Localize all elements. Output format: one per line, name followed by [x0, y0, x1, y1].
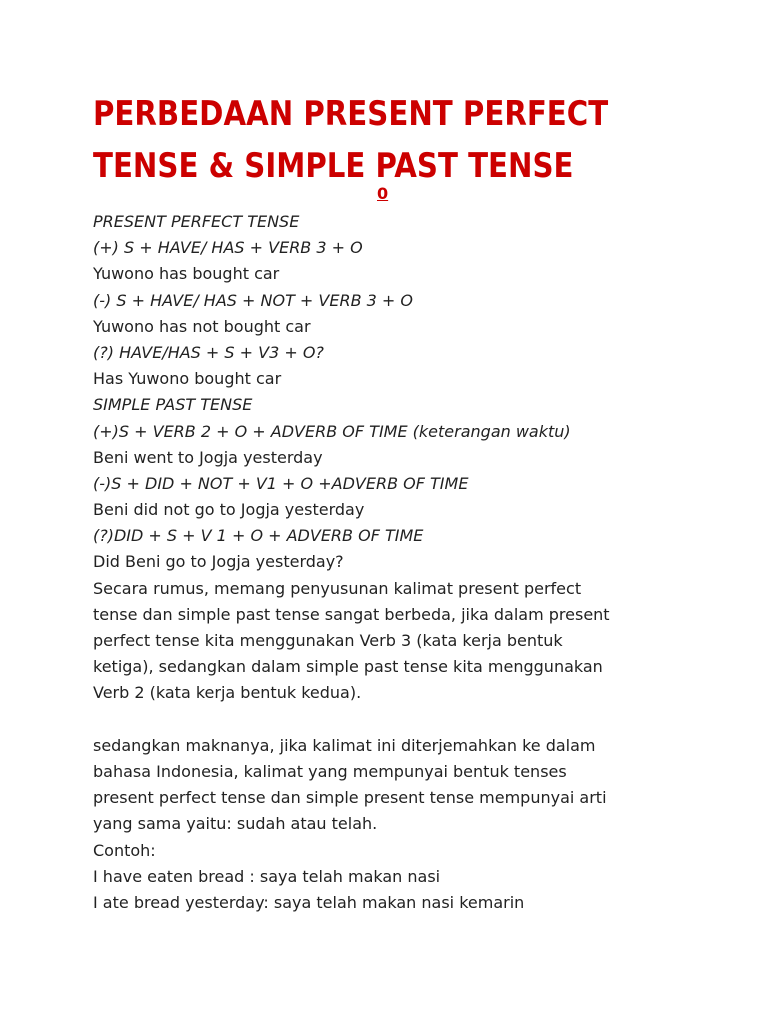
example-sentence: Did Beni go to Jogja yesterday?	[93, 552, 344, 572]
example-sentence: Beni did not go to Jogja yesterday	[93, 500, 365, 520]
example-sentence: Yuwono has not bought car	[93, 316, 311, 336]
formula-negative: (-)S + DID + NOT + V1 + O +ADVERB OF TIME	[93, 473, 469, 493]
example-sentence: Has Yuwono bought car	[93, 369, 282, 389]
paragraph-line: ketiga), sedangkan dalam simple past tense kita menggunakan	[93, 657, 603, 677]
example-sentence: I have eaten bread : saya telah makan nasi	[93, 866, 441, 886]
anchor-link[interactable]: 0	[377, 184, 389, 203]
paragraph-line: Verb 2 (kata kerja bentuk kedua).	[93, 683, 362, 703]
section-heading-present-perfect: PRESENT PERFECT TENSE	[93, 212, 300, 231]
example-sentence: Beni went to Jogja yesterday	[93, 447, 323, 467]
paragraph-line: sedangkan maknanya, jika kalimat ini diterjemahkan ke dalam	[93, 735, 596, 755]
formula-positive: (+) S + HAVE/ HAS + VERB 3 + O	[93, 238, 363, 258]
paragraph-line: tense dan simple past tense sangat berbeda, jika dalam present	[93, 604, 610, 624]
title-line: TENSE & SIMPLE PAST TENSE	[93, 146, 574, 186]
paragraph-line: yang sama yaitu: sudah atau telah.	[93, 814, 378, 834]
paragraph-line: bahasa Indonesia, kalimat yang mempunyai bentuk tenses	[93, 761, 567, 781]
paragraph-spacer	[93, 707, 693, 733]
example-sentence: Yuwono has bought car	[93, 264, 280, 284]
formula-question: (?)DID + S + V 1 + O + ADVERB OF TIME	[93, 526, 424, 546]
section-heading-simple-past: SIMPLE PAST TENSE	[93, 395, 253, 415]
examples-label: Contoh:	[93, 840, 156, 860]
formula-question: (?) HAVE/HAS + S + V3 + O?	[93, 342, 324, 362]
paragraph-line: Secara rumus, memang penyusunan kalimat present perfect	[93, 578, 582, 598]
document-title	[93, 88, 643, 192]
paragraph-line: present perfect tense dan simple present tense mempunyai arti	[93, 788, 607, 808]
formula-negative: (-) S + HAVE/ HAS + NOT + VERB 3 + O	[93, 290, 413, 310]
document-body	[93, 209, 693, 916]
example-sentence: I ate bread yesterday: saya telah makan nasi kemarin	[93, 892, 525, 912]
paragraph-line: perfect tense kita menggunakan Verb 3 (kata kerja bentuk	[93, 631, 563, 650]
title-line: PERBEDAAN PRESENT PERFECT	[93, 94, 609, 134]
formula-positive: (+)S + VERB 2 + O + ADVERB OF TIME (keterangan waktu)	[93, 421, 571, 441]
